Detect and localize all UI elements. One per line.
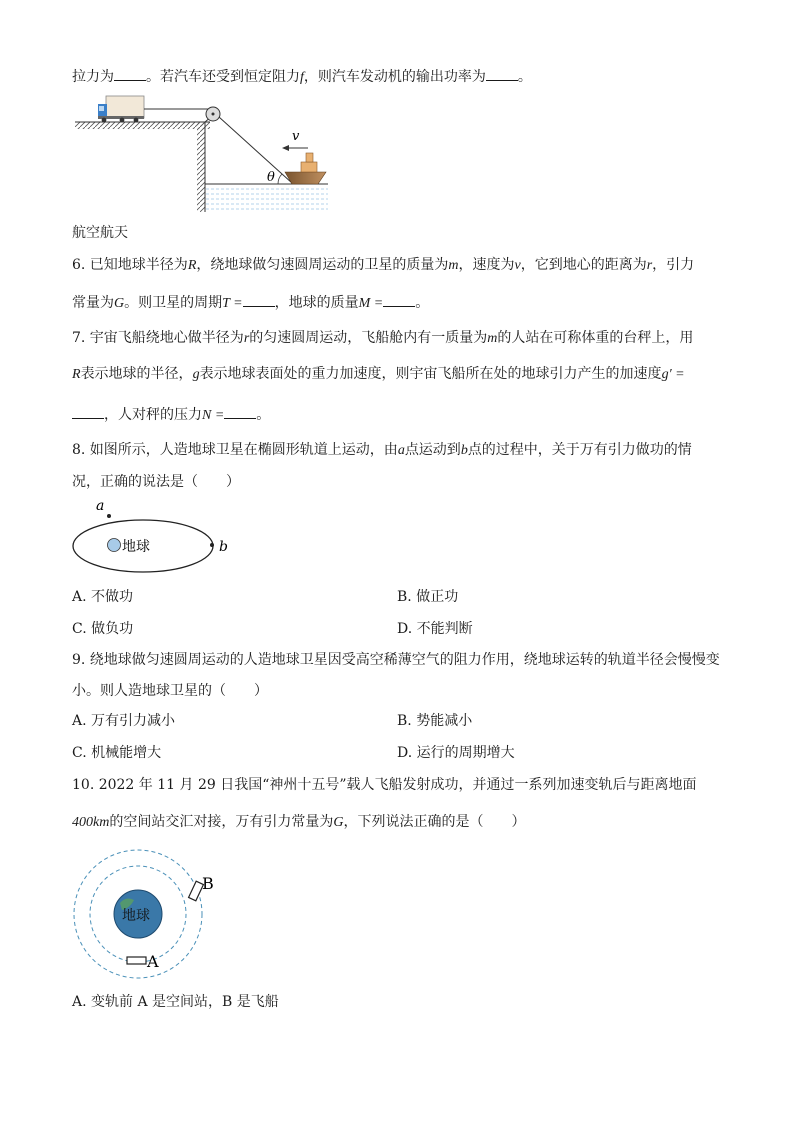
q7-text: 的匀速圆周运动，飞船舱内有一质量为 <box>249 330 488 346</box>
fig-label-theta: θ <box>267 170 275 185</box>
q9-option-d[interactable]: D. 运行的周期增大 <box>397 745 515 761</box>
q6-var-m: m <box>448 258 459 273</box>
point-a-icon <box>107 514 111 518</box>
q7-line-2 <box>72 364 685 385</box>
q7-var-N: N = <box>202 408 225 423</box>
q10-text: ，下列说法正确的是（ ） <box>343 814 526 830</box>
q7-text: 表示地球表面处的重力加速度，则宇宙飞船所在处的地球引力产生的加速度 <box>199 366 662 382</box>
q9-option-b[interactable]: B. 势能减小 <box>397 713 473 729</box>
q10-option-a[interactable]: A. 变轨前 A 是空间站，B 是飞船 <box>72 994 279 1010</box>
point-b-icon <box>210 543 214 547</box>
q8-var-a: a <box>397 443 405 458</box>
q6-text: ，引力 <box>652 257 695 273</box>
section-heading: 航空航天 <box>72 225 128 241</box>
q5-text-d: 。 <box>517 69 532 85</box>
q8-fig-b: b <box>219 539 228 555</box>
q6-var-M: M = <box>358 296 384 311</box>
q9-option-c[interactable]: C. 机械能增大 <box>72 745 162 761</box>
q7-line-3 <box>72 404 270 426</box>
q10-fig-b: B <box>202 874 214 893</box>
q8-option-a[interactable]: A. 不做功 <box>72 589 134 605</box>
q10-text: 的空间站交汇对接，万有引力常量为 <box>109 814 334 830</box>
q7-text: 。 <box>256 407 271 423</box>
q6-var-G: G <box>114 296 125 311</box>
q5-text-b: 。若汽车还受到恒定阻力 <box>146 69 300 85</box>
q8-var-b: b <box>460 443 468 458</box>
q5-blank-2[interactable] <box>486 66 518 81</box>
q7-blank-N[interactable] <box>224 404 256 419</box>
q6-var-r: r <box>646 258 653 273</box>
q6-text: 6. 已知地球半径为 <box>72 257 188 273</box>
earth-icon <box>108 539 121 552</box>
q6-blank-M[interactable] <box>383 292 415 307</box>
q8-option-b[interactable]: B. 做正功 <box>397 589 459 605</box>
q7-text: 的人站在可称体重的台秤上，用 <box>497 330 694 346</box>
q8-fig-earth: 地球 <box>122 539 150 555</box>
q5-var-f: f <box>300 70 304 85</box>
q8-option-d[interactable]: D. 不能判断 <box>397 621 473 637</box>
q6-var-R: R <box>187 258 197 273</box>
q6-text: 。则卫星的周期 <box>124 295 223 311</box>
q10-fig-earth: 地球 <box>122 908 150 924</box>
q10-line-1: 10. 2022 年 11 月 29 日我国“神州十五号”载人飞船发射成功，并通过一系列加速变轨后与距离地面 <box>72 777 697 793</box>
q6-text: ，速度为 <box>458 257 515 273</box>
q6-var-v: v <box>514 258 521 273</box>
q7-var-r: r <box>243 331 250 346</box>
q10-var-400km: 400km <box>72 815 110 830</box>
q6-text: 。 <box>415 295 430 311</box>
q8-text: 点运动到 <box>404 442 461 458</box>
q10-fig-a: A <box>147 952 159 971</box>
q10-var-G: G <box>333 815 344 830</box>
q5-text-a: 拉力为 <box>72 69 114 85</box>
q6-text: ，绕地球做匀速圆周运动的卫星的质量为 <box>196 257 449 273</box>
q7-line-1 <box>72 328 693 349</box>
q8-line-2: 况，正确的说法是（ ） <box>72 474 240 490</box>
q6-line-2 <box>72 292 429 314</box>
q5-tail-line <box>72 66 532 88</box>
q8-text: 8. 如图所示，人造地球卫星在椭圆形轨道上运动，由 <box>72 442 398 458</box>
q7-var-m: m <box>487 331 498 346</box>
q6-blank-T[interactable] <box>243 292 275 307</box>
q10-line-2 <box>72 812 525 833</box>
q7-var-gprime: g′ = <box>661 367 685 382</box>
q7-text: ，人对秤的压力 <box>104 407 202 423</box>
q6-text: ，它到地心的距离为 <box>520 257 647 273</box>
q9-line-2: 小。则人造地球卫星的（ ） <box>72 683 268 699</box>
craft-a-icon <box>127 957 146 964</box>
q7-text: 表示地球的半径， <box>80 366 193 382</box>
q9-option-a[interactable]: A. 万有引力减小 <box>72 713 176 729</box>
q6-text: ，地球的质量 <box>274 295 359 311</box>
q7-blank-g[interactable] <box>72 404 104 419</box>
q8-option-c[interactable]: C. 做负功 <box>72 621 134 637</box>
q6-text: 常量为 <box>72 295 114 311</box>
velocity-arrow-icon <box>282 145 308 151</box>
fig-label-v: v <box>292 129 300 144</box>
q5-text-c: ，则汽车发动机的输出功率为 <box>303 69 486 85</box>
truck-boat-figure <box>70 92 330 217</box>
ellipse-orbit-figure <box>68 496 248 576</box>
q6-var-T: T = <box>222 296 243 311</box>
q8-fig-a: a <box>96 498 105 514</box>
q8-text: 点的过程中，关于万有引力做功的情 <box>467 442 692 458</box>
q7-text: 7. 宇宙飞船绕地心做半径为 <box>72 330 244 346</box>
orbits-figure <box>74 848 234 983</box>
q5-blank-1[interactable] <box>114 66 146 81</box>
q7-var-g: g <box>192 367 200 382</box>
q6-line-1 <box>72 255 694 276</box>
q7-var-R: R <box>72 367 81 382</box>
boat-icon <box>285 153 326 184</box>
truck-icon <box>98 96 144 122</box>
q9-line-1: 9. 绕地球做匀速圆周运动的人造地球卫星因受高空稀薄空气的阻力作用，绕地球运转的轨道半径会慢慢变 <box>72 652 720 668</box>
q8-line-1 <box>72 440 692 461</box>
